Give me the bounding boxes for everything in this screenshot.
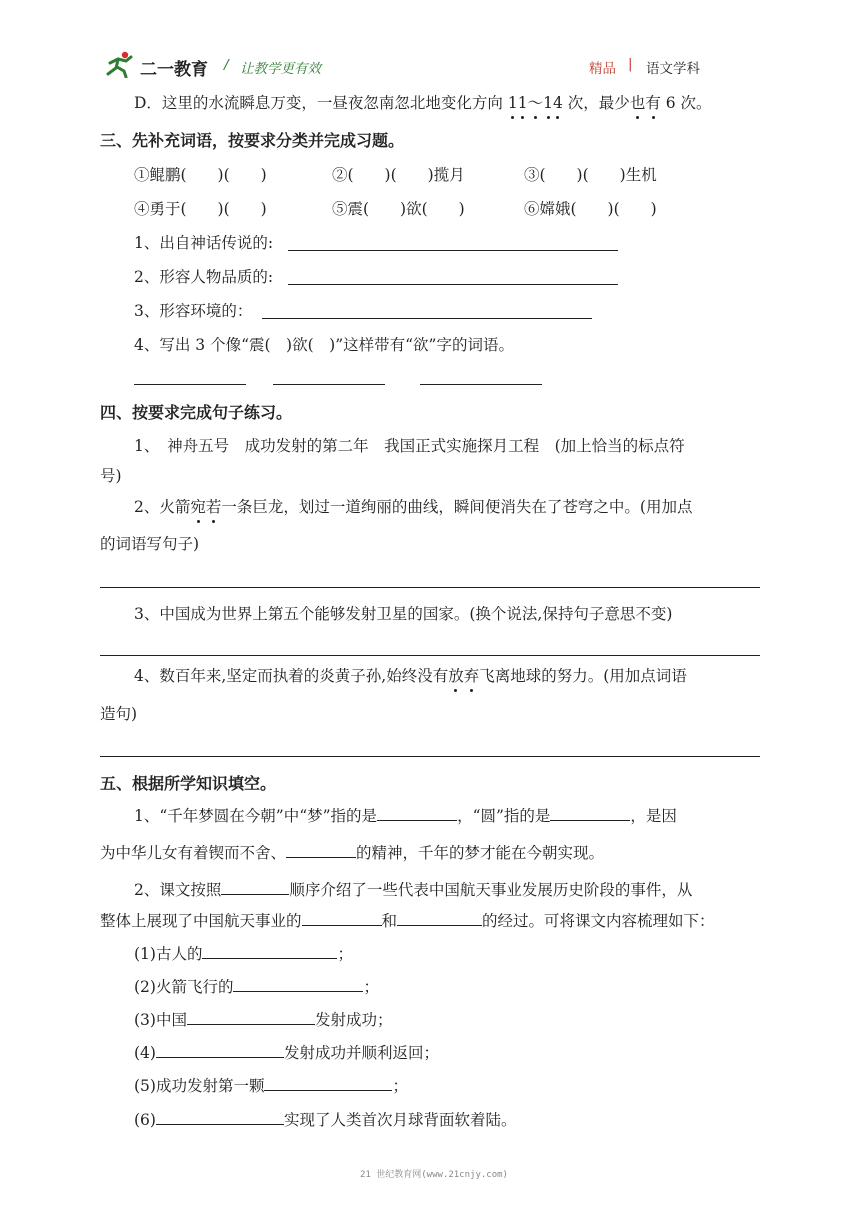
word-item-3: ③( )( )生机 bbox=[524, 166, 657, 184]
outline-item-5: (5)成功发射第一颗 ； bbox=[134, 1077, 408, 1095]
option-d-text: D．这里的水流瞬息万变，一昼夜忽南忽北地变化方向 bbox=[134, 94, 508, 112]
blank[interactable] bbox=[233, 977, 363, 992]
outline-item-6: (6) 实现了人类首次月球背面软着陆。 bbox=[134, 1111, 517, 1129]
sentence-2-line1: 2、火箭宛若一条巨龙，划过一道绚丽的曲线，瞬间便消失在了苍穹之中。(用加点 bbox=[134, 498, 693, 516]
answer-line-3[interactable] bbox=[262, 318, 592, 319]
blank[interactable] bbox=[187, 1010, 315, 1025]
fill-2-line1: 2、课文按照 顺序介绍了一些代表中国航天事业发展历史阶段的事件，从 bbox=[134, 881, 693, 899]
answer-line-s4[interactable] bbox=[100, 756, 760, 757]
header-slogan: 让教学更有效 bbox=[240, 61, 321, 77]
word-item-6: ⑥嫦娥( )( ) bbox=[524, 200, 657, 218]
dotted-range: 11～14 bbox=[507, 94, 563, 112]
word-item-2: ②( )( )揽月 bbox=[332, 166, 465, 184]
blank[interactable] bbox=[202, 944, 337, 959]
logo-text: 二一教育 bbox=[140, 60, 208, 80]
answer-line-1[interactable] bbox=[288, 250, 618, 251]
answer-line-s3[interactable] bbox=[100, 655, 760, 656]
runner-logo-icon bbox=[104, 50, 136, 78]
sentence-1-line1: 1、 神舟五号 成功发射的第二年 我国正式实施探月工程 (加上恰当的标点符 bbox=[134, 437, 685, 455]
word-item-4: ④勇于( )( ) bbox=[134, 200, 267, 218]
blank[interactable] bbox=[264, 1076, 392, 1091]
answer-line-4c[interactable] bbox=[420, 384, 542, 385]
outline-item-2: (2)火箭飞行的 ； bbox=[134, 978, 379, 996]
blank[interactable] bbox=[156, 1043, 284, 1058]
page-footer: 21 世纪教育网(www.21cnjy.com) bbox=[360, 1170, 508, 1180]
section3-title: 三、先补充词语，按要求分类并完成习题。 bbox=[100, 131, 405, 150]
answer-line-s2[interactable] bbox=[100, 587, 760, 588]
premium-tag: 精品 bbox=[589, 61, 616, 77]
blank[interactable] bbox=[397, 911, 482, 926]
blank[interactable] bbox=[302, 911, 382, 926]
sentence-2-line2: 的词语写句子) bbox=[100, 535, 200, 553]
header-separator: / bbox=[224, 57, 229, 73]
answer-line-2[interactable] bbox=[288, 284, 618, 285]
fill-1-line2: 为中华儿女有着锲而不舍、 的精神，千年的梦才能在今朝实现。 bbox=[100, 844, 605, 862]
word-item-1: ①鲲鹏( )( ) bbox=[134, 166, 267, 184]
fill-1-line1: 1、“千年梦圆在今朝”中“梦”指的是 ，“圆”指的是 ，是因 bbox=[134, 807, 677, 825]
question-1: 1、出自神话传说的: bbox=[134, 234, 274, 252]
sentence-4-line2: 造句) bbox=[100, 705, 138, 723]
blank[interactable] bbox=[286, 843, 356, 858]
sentence-1-line2: 号) bbox=[100, 467, 122, 485]
question-2: 2、形容人物品质的: bbox=[134, 268, 274, 286]
blank[interactable] bbox=[221, 880, 289, 895]
answer-line-4a[interactable] bbox=[134, 384, 246, 385]
sentence-4-line1: 4、数百年来,坚定而执着的炎黄子孙,始终没有放弃飞离地球的努力。(用加点词语 bbox=[134, 667, 687, 685]
subject-label: 语文学科 bbox=[646, 61, 700, 77]
section5-title: 五、根据所学知识填空。 bbox=[100, 774, 277, 793]
answer-line-4b[interactable] bbox=[273, 384, 385, 385]
dotted-word: 也有 bbox=[629, 94, 661, 112]
outline-item-4: (4) 发射成功并顺利返回； bbox=[134, 1044, 439, 1062]
outline-item-1: (1)古人的 ； bbox=[134, 945, 353, 963]
question-4: 4、写出 3 个像“震( )欲( )”这样带有“欲”字的词语。 bbox=[134, 336, 514, 354]
fill-2-line2: 整体上展现了中国航天事业的 和 的经过。可将课文内容梳理如下： bbox=[100, 912, 715, 930]
word-item-5: ⑤震( )欲( ) bbox=[332, 200, 465, 218]
question-3: 3、形容环境的： bbox=[134, 302, 253, 320]
outline-item-3: (3)中国 发射成功； bbox=[134, 1011, 393, 1029]
sentence-3: 3、中国成为世界上第五个能够发射卫星的国家。(换个说法,保持句子意思不变) bbox=[134, 605, 673, 623]
blank[interactable] bbox=[550, 806, 630, 821]
blank[interactable] bbox=[156, 1110, 284, 1125]
blank[interactable] bbox=[377, 806, 457, 821]
header-divider: | bbox=[628, 56, 633, 72]
section4-title: 四、按要求完成句子练习。 bbox=[100, 403, 293, 422]
option-d: D．这里的水流瞬息万变，一昼夜忽南忽北地变化方向 11～14 次，最少也有 6 次。 bbox=[134, 94, 712, 112]
